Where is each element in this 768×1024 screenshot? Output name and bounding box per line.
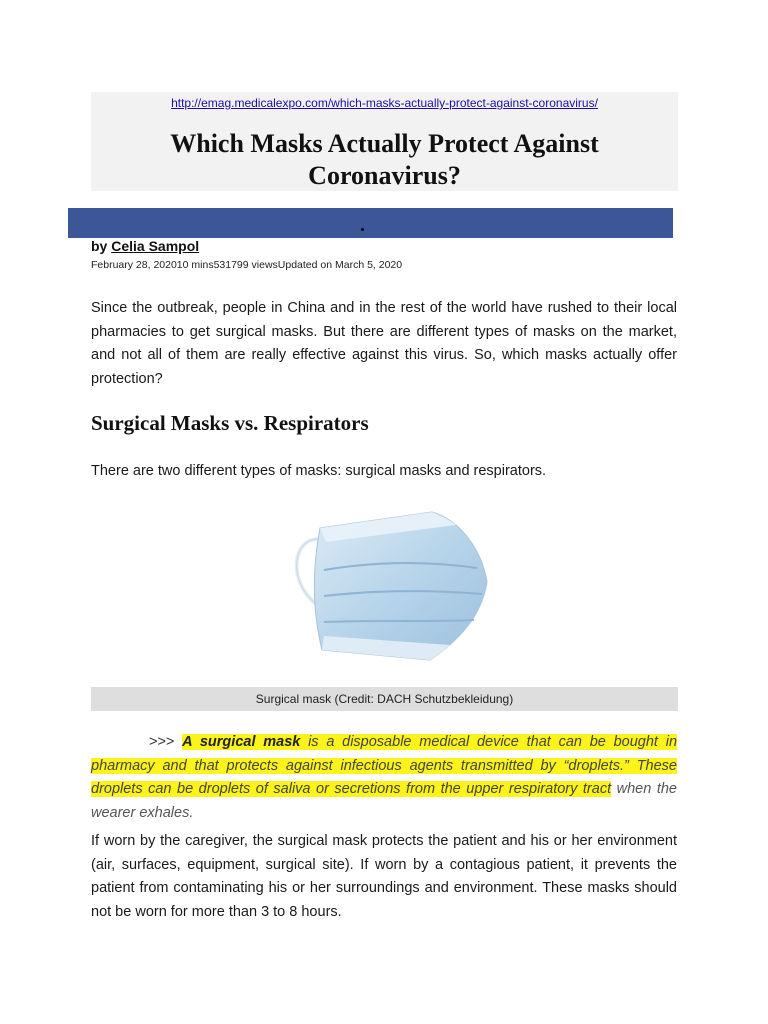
section-lead: There are two different types of masks: surgical masks and respirators. xyxy=(91,463,547,479)
quote-arrows: >>> xyxy=(149,734,175,750)
caregiver-paragraph: If worn by the caregiver, the surgical mask protects the patient and his or her environment (air, surfaces, equipment, surgical site). If worn by a contagious patient, it prevents the patient from contaminating his or her surroundings and environment. These masks should not be worn for more than 3 to 8 hours. xyxy=(91,833,677,920)
title-line-1: Which Masks Actually Protect Against xyxy=(170,129,599,158)
page-title xyxy=(91,128,678,192)
section-title: Surgical Masks vs. Respirators xyxy=(91,411,369,435)
figure-caption-bar xyxy=(91,687,678,711)
byline xyxy=(91,238,199,254)
header-band xyxy=(68,208,673,238)
article-header xyxy=(91,92,678,191)
highlight xyxy=(91,734,677,797)
quote-tail: when the wearer exhales. xyxy=(91,781,677,821)
figure-caption: Surgical mask (Credit: DACH Schutzbekleidung) xyxy=(255,692,514,706)
byline-prefix: by xyxy=(91,238,112,254)
intro-paragraph: Since the outbreak, people in China and in the rest of the world have rushed to their local pharmacies to get surgical masks. But there are different types of masks on the market, and not all of them are really effective against this virus. So, which masks actually offer protection? xyxy=(91,300,677,387)
source-link[interactable]: http://emag.medicalexpo.com/which-masks-actually-protect-against-coronavirus/ xyxy=(171,96,598,110)
title-line-2: Coronavirus? xyxy=(308,161,461,190)
surgical-mask-image xyxy=(282,490,492,680)
bold-term: A surgical mask xyxy=(182,734,301,750)
highlighted-text: is a disposable medical device that can be bought in pharmacy and that protects against infectious agents transmitted by “droplets.” These droplets can be droplets of saliva or secretions from the upper respiratory tract xyxy=(91,734,678,797)
band-dot xyxy=(361,228,364,231)
highlighted-quote xyxy=(91,731,677,825)
author-link[interactable]: Celia Sampol xyxy=(111,238,200,254)
article-meta: February 28, 202010 mins531799 viewsUpdated on March 5, 2020 xyxy=(91,259,403,271)
